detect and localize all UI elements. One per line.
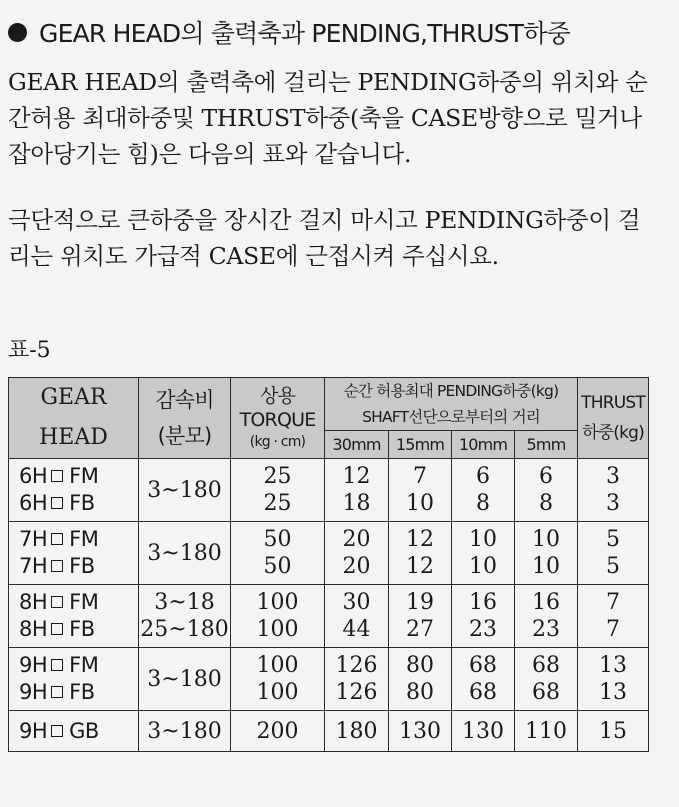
pending-15mm-cell-value: 80	[406, 653, 434, 678]
thrust-cell-value: 5	[606, 527, 621, 552]
thrust-cell-value: 5	[606, 554, 621, 579]
table-row	[9, 585, 649, 648]
model-suffix: FM	[69, 527, 99, 551]
pending-5mm-cell-value: 8	[539, 491, 554, 516]
section-heading	[8, 14, 570, 50]
load-spec-table	[8, 377, 649, 752]
pending-5mm-cell: 110	[515, 711, 578, 752]
pending-15mm-cell: 130	[389, 711, 452, 752]
pending-5mm-cell-value: 68	[532, 653, 561, 678]
pending-5mm-cell-value: 16	[532, 590, 561, 615]
pending-15mm-cell-value: 7	[413, 464, 427, 489]
section-heading-text: GEAR HEAD의 출력축과 PENDING,THRUST하중	[39, 19, 570, 48]
pending-5mm-cell-value: 10	[532, 527, 561, 552]
pending-5mm-cell	[515, 585, 578, 648]
model-cell	[9, 585, 139, 648]
thrust-cell	[578, 648, 649, 711]
pending-30mm-cell	[325, 648, 389, 711]
header-distance-10: 10mm	[452, 431, 515, 459]
pending-10mm-cell-value: 68	[469, 680, 497, 705]
header-distance-5: 5mm	[515, 431, 578, 459]
model-code	[19, 589, 138, 616]
ratio-cell	[139, 585, 231, 648]
model-suffix: FB	[69, 617, 95, 641]
table-caption: 표-5	[8, 338, 51, 363]
pending-10mm-cell: 130	[452, 711, 515, 752]
model-cell	[9, 522, 139, 585]
header-gear-head	[9, 378, 139, 459]
pending-10mm-cell	[452, 585, 515, 648]
header-pending-line1: 순간 허용최대 PENDING하중(kg)	[343, 382, 559, 400]
square-icon	[51, 470, 63, 482]
paragraph-caution: 극단적으로 큰하중을 장시간 걸지 마시고 PENDING하중이 걸리는 위치도 가급적 CASE에 근접시켜 주십시요.	[8, 206, 641, 270]
model-prefix: 7H	[19, 527, 48, 551]
header-pending-line2: SHAFT선단으로부터의 거리	[362, 408, 540, 426]
model-suffix: FM	[69, 653, 99, 677]
pending-30mm-cell-value: 44	[342, 617, 371, 642]
pending-10mm-cell-value: 23	[469, 617, 497, 642]
model-prefix: 6H	[19, 464, 48, 488]
torque-cell-value: 100	[256, 653, 299, 678]
table-row	[9, 711, 649, 752]
pending-15mm-cell-value: 12	[406, 527, 434, 552]
square-icon	[51, 497, 63, 509]
thrust-cell-value: 13	[599, 680, 628, 705]
model-suffix: FB	[69, 491, 95, 515]
thrust-cell: 15	[578, 711, 649, 752]
ratio-cell	[139, 522, 231, 585]
pending-15mm-cell-value: 27	[406, 617, 434, 642]
torque-cell-value: 25	[263, 491, 292, 516]
table-row	[9, 522, 649, 585]
thrust-cell	[578, 522, 649, 585]
header-torque-unit: (kg · cm)	[249, 434, 306, 450]
square-icon	[51, 560, 63, 572]
bullet-icon	[8, 23, 27, 42]
pending-30mm-cell-value: 30	[342, 590, 371, 615]
model-prefix: 7H	[19, 554, 48, 578]
ratio-cell	[139, 459, 231, 522]
square-icon	[51, 686, 63, 698]
square-icon	[51, 725, 63, 737]
pending-5mm-cell-value: 68	[532, 680, 561, 705]
pending-10mm-cell-value: 16	[469, 590, 497, 615]
thrust-cell	[578, 459, 649, 522]
model-cell	[9, 711, 139, 752]
pending-5mm-cell-value: 23	[532, 617, 561, 642]
model-prefix: 9H	[19, 680, 48, 704]
header-torque-line1: 상용	[259, 385, 296, 407]
pending-10mm-cell	[452, 459, 515, 522]
header-gear-line2: HEAD	[39, 425, 108, 450]
model-code	[19, 679, 138, 706]
header-pending	[325, 378, 578, 431]
model-prefix: 8H	[19, 590, 48, 614]
model-suffix: FM	[69, 464, 99, 488]
ratio-cell-value: 3~180	[147, 540, 222, 566]
torque-cell	[231, 585, 325, 648]
pending-15mm-cell-value: 19	[406, 590, 434, 615]
pending-10mm-cell	[452, 648, 515, 711]
torque-cell: 200	[231, 711, 325, 752]
pending-15mm-cell	[389, 648, 452, 711]
thrust-cell-value: 7	[606, 617, 621, 642]
pending-15mm-cell	[389, 459, 452, 522]
model-prefix: 9H	[19, 653, 48, 677]
thrust-cell-value: 3	[606, 464, 621, 489]
torque-cell-value: 50	[263, 527, 292, 552]
model-code	[19, 463, 138, 490]
torque-cell-value: 25	[263, 464, 292, 489]
model-suffix: FB	[69, 554, 95, 578]
pending-30mm-cell	[325, 522, 389, 585]
pending-10mm-cell-value: 10	[469, 554, 497, 579]
model-code	[19, 718, 138, 745]
model-prefix: 6H	[19, 491, 48, 515]
pending-10mm-cell-value: 10	[469, 527, 497, 552]
model-suffix: FM	[69, 590, 99, 614]
model-code	[19, 652, 138, 679]
ratio-cell: 3~180	[139, 711, 231, 752]
model-code	[19, 526, 138, 553]
pending-5mm-cell-value: 6	[539, 464, 554, 489]
square-icon	[51, 659, 63, 671]
header-ratio-line2: (분모)	[157, 424, 212, 448]
thrust-cell-value: 7	[606, 590, 621, 615]
ratio-cell-value: 3~180	[147, 477, 222, 503]
ratio-cell-value: 3~18	[154, 590, 215, 615]
header-thrust-line1: THRUST	[581, 393, 645, 413]
pending-5mm-cell-value: 10	[532, 554, 561, 579]
ratio-cell-value: 3~180	[147, 666, 222, 692]
header-ratio-line1: 감속비	[155, 388, 214, 412]
pending-30mm-cell	[325, 585, 389, 648]
torque-cell-value: 50	[263, 554, 292, 579]
torque-cell	[231, 522, 325, 585]
header-thrust	[578, 378, 649, 459]
header-thrust-line2: 하중(kg)	[582, 423, 645, 443]
pending-15mm-cell-value: 12	[406, 554, 434, 579]
pending-30mm-cell: 180	[325, 711, 389, 752]
pending-10mm-cell-value: 6	[476, 464, 490, 489]
square-icon	[51, 533, 63, 545]
square-icon	[51, 623, 63, 635]
model-prefix: 8H	[19, 617, 48, 641]
pending-5mm-cell	[515, 522, 578, 585]
model-suffix: GB	[69, 718, 99, 743]
model-code	[19, 490, 138, 517]
torque-cell-value: 100	[256, 680, 299, 705]
ratio-cell-value: 25~180	[140, 617, 229, 642]
paragraph-intro: GEAR HEAD의 출력축에 걸리는 PENDING하중의 위치와 순간허용 최대하중및 THRUST하중(축을 CASE방향으로 밀거나 잡아당기는 힘)은 다음의 표와 같습니다.	[8, 68, 648, 168]
thrust-cell-value: 3	[606, 491, 621, 516]
pending-30mm-cell-value: 20	[342, 527, 371, 552]
pending-30mm-cell-value: 20	[342, 554, 371, 579]
pending-30mm-cell-value: 18	[342, 491, 371, 516]
header-distance-15: 15mm	[389, 431, 452, 459]
torque-cell-value: 100	[256, 590, 299, 615]
torque-cell	[231, 648, 325, 711]
pending-15mm-cell-value: 10	[406, 491, 434, 516]
model-cell	[9, 459, 139, 522]
pending-30mm-cell-value: 126	[335, 653, 378, 678]
header-torque	[231, 378, 325, 459]
pending-30mm-cell-value: 126	[335, 680, 378, 705]
table-row	[9, 648, 649, 711]
thrust-cell	[578, 585, 649, 648]
pending-30mm-cell-value: 12	[342, 464, 371, 489]
torque-cell	[231, 459, 325, 522]
model-code	[19, 616, 138, 643]
torque-cell-value: 100	[256, 617, 299, 642]
pending-10mm-cell-value: 8	[476, 491, 490, 516]
pending-30mm-cell	[325, 459, 389, 522]
pending-15mm-cell-value: 80	[406, 680, 434, 705]
header-ratio	[139, 378, 231, 459]
header-torque-line2: TORQUE	[239, 409, 316, 431]
pending-5mm-cell	[515, 648, 578, 711]
ratio-cell	[139, 648, 231, 711]
square-icon	[51, 596, 63, 608]
model-code	[19, 553, 138, 580]
header-gear-line1: GEAR	[40, 385, 107, 410]
pending-5mm-cell	[515, 459, 578, 522]
pending-10mm-cell	[452, 522, 515, 585]
model-prefix: 9H	[19, 718, 48, 743]
header-distance-30: 30mm	[325, 431, 389, 459]
model-suffix: FB	[69, 680, 95, 704]
table-row	[9, 459, 649, 522]
pending-15mm-cell	[389, 522, 452, 585]
model-cell	[9, 648, 139, 711]
thrust-cell-value: 13	[599, 653, 628, 678]
pending-15mm-cell	[389, 585, 452, 648]
pending-10mm-cell-value: 68	[469, 653, 497, 678]
